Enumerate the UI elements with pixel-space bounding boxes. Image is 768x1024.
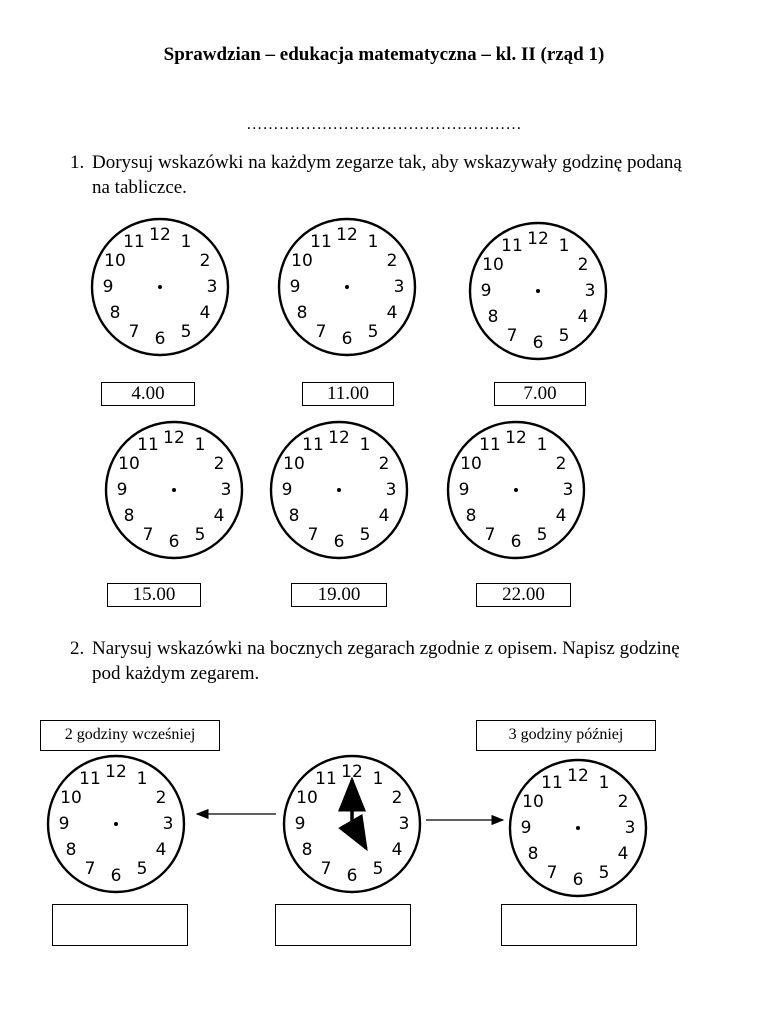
clock-number: 6 (510, 532, 522, 552)
clock-number: 5 (598, 863, 610, 883)
clock-number: 12 (336, 225, 358, 245)
clock-example[interactable] (284, 756, 420, 892)
clock-number: 2 (617, 792, 629, 812)
clock-number: 7 (484, 525, 496, 545)
clock-number: 2 (386, 251, 398, 271)
clock-number: 1 (367, 232, 379, 252)
clock-number: 11 (137, 435, 159, 455)
hour-hand (352, 824, 366, 848)
clock-number: 4 (617, 844, 629, 864)
clock-5[interactable] (271, 422, 407, 558)
clock-number: 7 (546, 863, 558, 883)
clock-number: 10 (118, 454, 140, 474)
clock-number: 4 (386, 303, 398, 323)
clock-number: 12 (149, 225, 171, 245)
time-label-4: 15.00 (107, 583, 201, 607)
clock-number: 4 (391, 840, 403, 860)
clock-number: 11 (310, 232, 332, 252)
clock-number: 3 (584, 281, 596, 301)
time-label-2: 11.00 (302, 382, 394, 406)
clock-number: 10 (283, 454, 305, 474)
clock-number: 12 (341, 762, 363, 782)
clock-number: 6 (572, 870, 584, 890)
clock-number: 2 (213, 454, 225, 474)
clock-4[interactable] (106, 422, 242, 558)
clock-3[interactable] (470, 223, 606, 359)
clock-number: 3 (624, 818, 636, 838)
clock-number: 1 (136, 769, 148, 789)
clock-number: 11 (479, 435, 501, 455)
clock-number: 1 (536, 435, 548, 455)
clock-number: 3 (398, 814, 410, 834)
clock-number: 2 (155, 788, 167, 808)
clock-number: 2 (577, 255, 589, 275)
clock-number: 8 (123, 506, 135, 526)
clock-number: 7 (84, 859, 96, 879)
clock-number: 4 (155, 840, 167, 860)
clock-2[interactable] (279, 219, 415, 355)
clock-number: 7 (142, 525, 154, 545)
clock-number: 12 (163, 428, 185, 448)
clock-number: 2 (391, 788, 403, 808)
clock-number: 10 (522, 792, 544, 812)
clock-number: 1 (194, 435, 206, 455)
clock-number: 6 (532, 333, 544, 353)
later-caption: 3 godziny później (476, 720, 656, 751)
clock-number: 4 (577, 307, 589, 327)
clock-number: 5 (359, 525, 371, 545)
clock-number: 7 (315, 322, 327, 342)
time-label-5: 19.00 (291, 583, 387, 607)
clock-number: 4 (199, 303, 211, 323)
clock-number: 9 (294, 814, 306, 834)
clock-number: 10 (60, 788, 82, 808)
task-text: Narysuj wskazówki na bocznych zegarach zgodnie z opisem. Napisz godzinę pod każdym zegarem. (92, 638, 680, 684)
clock-center-dot (172, 488, 176, 492)
clock-center-dot (514, 488, 518, 492)
clock-number: 2 (199, 251, 211, 271)
clock-number: 10 (104, 251, 126, 271)
page-title: Sprawdzian – edukacja matematyczna – kl. II (rząd 1) (163, 44, 605, 65)
clock-number: 6 (341, 329, 353, 349)
time-label-1: 4.00 (101, 382, 195, 406)
clock-number: 12 (105, 762, 127, 782)
clock-number: 10 (296, 788, 318, 808)
time-label-3: 7.00 (494, 382, 586, 406)
clock-number: 5 (136, 859, 148, 879)
clock-number: 3 (220, 480, 232, 500)
clock-center-dot (158, 285, 162, 289)
clock-number: 5 (536, 525, 548, 545)
clock-number: 2 (555, 454, 567, 474)
clock-center-dot (345, 285, 349, 289)
clock-number: 1 (558, 236, 570, 256)
clock-number: 9 (458, 480, 470, 500)
clock-center-dot (114, 822, 118, 826)
clock-number: 10 (482, 255, 504, 275)
clock-number: 4 (378, 506, 390, 526)
clock-number: 7 (128, 322, 140, 342)
clock-number: 8 (288, 506, 300, 526)
clock-number: 6 (346, 866, 358, 886)
clock-number: 8 (527, 844, 539, 864)
clock-number: 12 (527, 229, 549, 249)
student-name-line[interactable]: …………………………………………… (246, 116, 522, 133)
clock-number: 8 (487, 307, 499, 327)
clock-number: 9 (116, 480, 128, 500)
clock-number: 6 (110, 866, 122, 886)
clock-number: 2 (378, 454, 390, 474)
clock-number: 1 (359, 435, 371, 455)
clock-number: 9 (480, 281, 492, 301)
clock-number: 11 (501, 236, 523, 256)
clock-number: 11 (123, 232, 145, 252)
clock-number: 11 (302, 435, 324, 455)
clock-number: 8 (65, 840, 77, 860)
clock-number: 12 (328, 428, 350, 448)
clock-6[interactable] (448, 422, 584, 558)
clock-number: 1 (180, 232, 192, 252)
clock-number: 5 (558, 326, 570, 346)
time-label-6: 22.00 (476, 583, 571, 607)
clock-number: 6 (168, 532, 180, 552)
task-number: 2. (70, 638, 85, 659)
clock-number: 8 (465, 506, 477, 526)
clock-center-dot (536, 289, 540, 293)
task-number: 1. (70, 152, 85, 173)
clock-number: 12 (567, 766, 589, 786)
clock-number: 1 (598, 773, 610, 793)
clock-number: 9 (520, 818, 532, 838)
clock-number: 9 (281, 480, 293, 500)
clock-number: 11 (315, 769, 337, 789)
clock-number: 8 (301, 840, 313, 860)
clock-number: 7 (307, 525, 319, 545)
clock-number: 3 (393, 277, 405, 297)
clock-number: 12 (505, 428, 527, 448)
clock-number: 3 (385, 480, 397, 500)
clock-number: 5 (180, 322, 192, 342)
clock-number: 9 (58, 814, 70, 834)
clock-earlier[interactable] (48, 756, 184, 892)
clock-number: 3 (206, 277, 218, 297)
clock-number: 5 (372, 859, 384, 879)
clock-number: 7 (320, 859, 332, 879)
clock-number: 9 (102, 277, 114, 297)
clock-center-dot (337, 488, 341, 492)
clock-number: 4 (213, 506, 225, 526)
clock-number: 5 (367, 322, 379, 342)
clock-number: 8 (296, 303, 308, 323)
clock-number: 11 (79, 769, 101, 789)
clock-later[interactable] (510, 760, 646, 896)
clock-number: 7 (506, 326, 518, 346)
clock-number: 10 (460, 454, 482, 474)
clock-number: 1 (372, 769, 384, 789)
earlier-caption: 2 godziny wcześniej (40, 720, 220, 751)
clock-center-dot (576, 826, 580, 830)
clock-number: 6 (154, 329, 166, 349)
clock-number: 11 (541, 773, 563, 793)
clock-1[interactable] (92, 219, 228, 355)
task-text: Dorysuj wskazówki na każdym zegarze tak, aby wskazywały godzinę podaną na tabliczce. (92, 152, 682, 198)
clock-number: 10 (291, 251, 313, 271)
clock-number: 4 (555, 506, 567, 526)
clock-number: 9 (289, 277, 301, 297)
clock-number: 6 (333, 532, 345, 552)
clock-number: 3 (562, 480, 574, 500)
clock-number: 8 (109, 303, 121, 323)
clock-number: 3 (162, 814, 174, 834)
clock-number: 5 (194, 525, 206, 545)
